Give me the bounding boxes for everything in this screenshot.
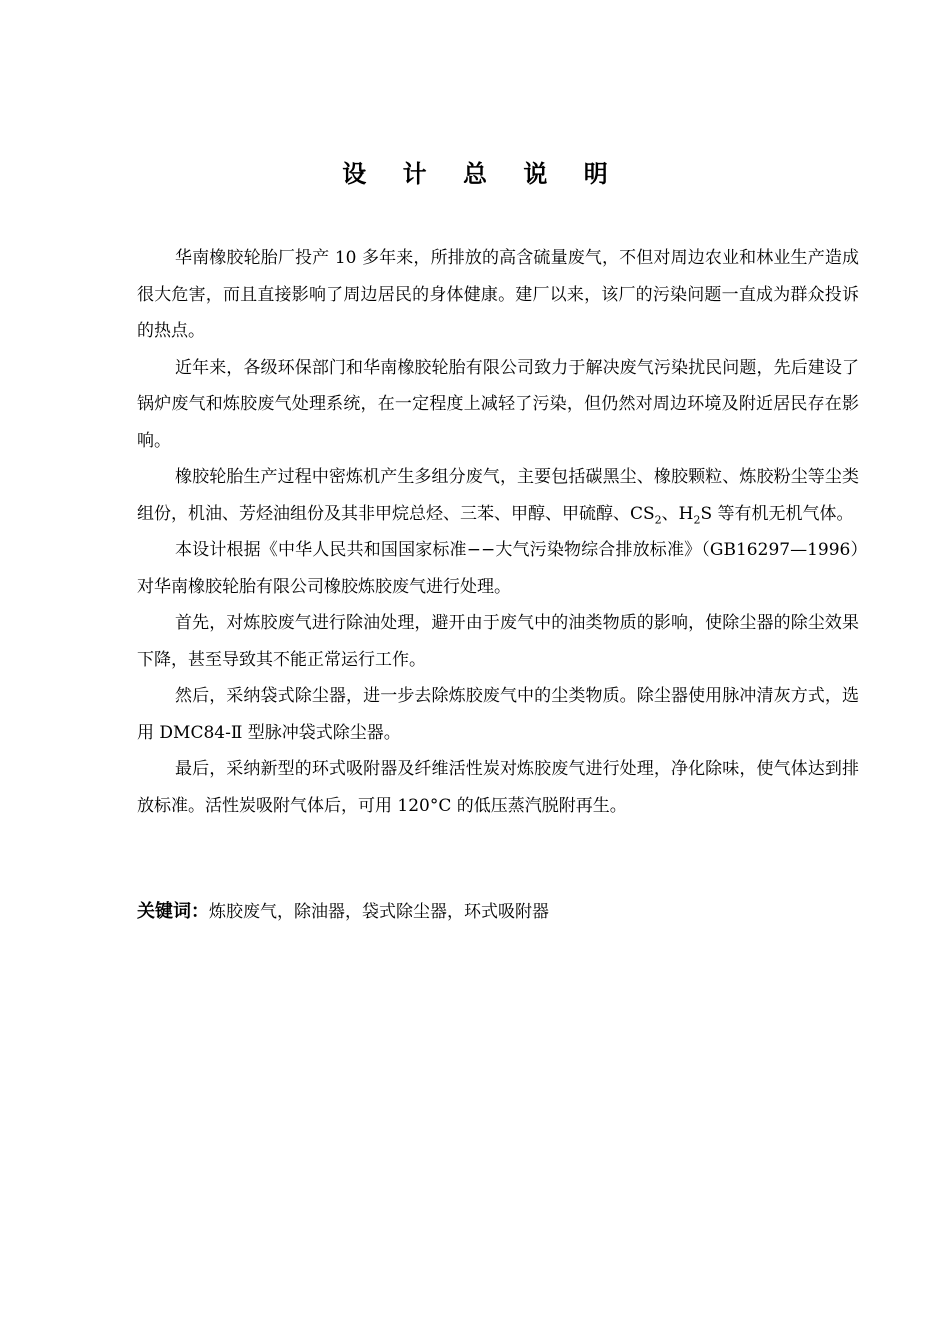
- paragraph-3: [137, 459, 859, 532]
- keywords-text: 炼胶废气，除油器，袋式除尘器，环式吸附器: [209, 902, 549, 922]
- paragraph-6: 然后，采纳袋式除尘器，进一步去除炼胶废气中的尘类物质。除尘器使用脉冲清灰方式，选用 DMC84-Ⅱ 型脉冲袋式除尘器。: [137, 686, 859, 743]
- keywords-line: [137, 894, 859, 930]
- paragraph-3-text-a: 橡胶轮胎生产过程中密炼机产生多组分废气，主要包括碳黑尘、橡胶颗粒、炼胶粉尘等尘类组份，机油、芳烃油组份及其非甲烷总烃、三苯、甲醇、甲硫醇、CS: [137, 467, 859, 524]
- paragraph-4: 本设计根据《中华人民共和国国家标准−−大气污染物综合排放标准》（GB16297—1996）对华南橡胶轮胎有限公司橡胶炼胶废气进行处理。: [137, 540, 859, 597]
- page-title: 设 计 总 说 明: [342, 160, 622, 188]
- paragraph-7: 最后，采纳新型的环式吸附器及纤维活性炭对炼胶废气进行处理，净化除味，使气体达到排放标准。活性炭吸附气体后，可用 120°C 的低压蒸汽脱附再生。: [137, 759, 859, 816]
- paragraph-3-text-c: S 等有机无机气体。: [700, 503, 854, 524]
- paragraph-2: 近年来，各级环保部门和华南橡胶轮胎有限公司致力于解决废气污染扰民问题，先后建设了锅炉废气和炼胶废气处理系统，在一定程度上减轻了污染，但仍然对周边环境及附近居民存在影响。: [137, 357, 859, 451]
- paragraph-1: 华南橡胶轮胎厂投产 10 多年来，所排放的高含硫量废气，不但对周边农业和林业生产造成很大危害，而且直接影响了周边居民的身体健康。建厂以来，该厂的污染问题一直成为群众投诉的热点。: [137, 248, 859, 341]
- keywords-label: 关键词：: [137, 901, 209, 922]
- paragraph-3-text-b: 、H: [661, 503, 694, 524]
- document-body: [137, 240, 859, 824]
- subscript-h2s: 2: [693, 512, 701, 526]
- subscript-cs2: 2: [654, 512, 662, 526]
- paragraph-5: 首先，对炼胶废气进行除油处理，避开由于废气中的油类物质的影响，使除尘器的除尘效果下降，甚至导致其不能正常运行工作。: [137, 613, 859, 670]
